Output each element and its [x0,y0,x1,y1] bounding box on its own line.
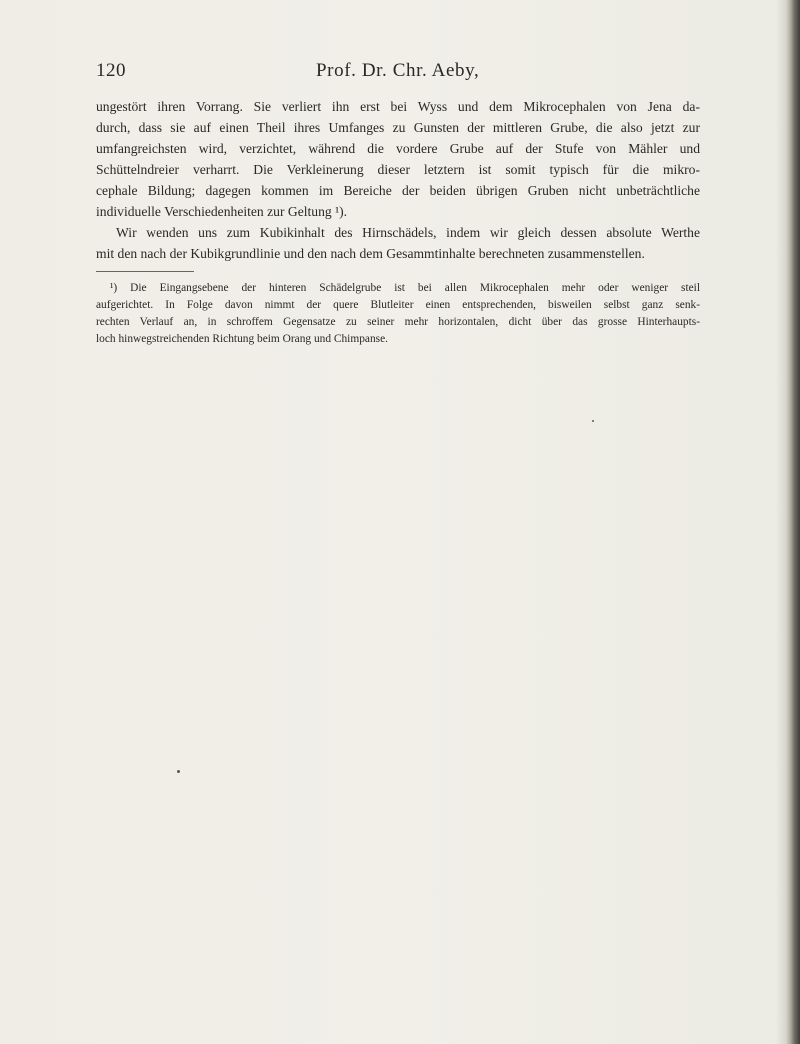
footnote-line: aufgerichtet. In Folge davon nimmt der quere Blutleiter einen entsprechenden, bisweilen selbst ganz senk- [96,299,700,311]
text-line: cephale Bildung; dagegen kommen im Bereiche der beiden übrigen Gruben nicht unbeträchtliche [96,183,700,198]
text-line: ungestört ihren Vorrang. Sie verliert ihn erst bei Wyss und dem Mikrocephalen von Jena da- [96,99,700,114]
text-line: mit den nach der Kubikgrundlinie und den nach dem Gesammtinhalte berechneten zusammenstellen. [96,246,645,261]
footnote [96,280,700,348]
text-line: Schüttelndreier verharrt. Die Verkleinerung dieser letztern ist somit typisch für die mikro- [96,162,700,177]
footnote-line: loch hinwegstreichenden Richtung beim Orang und Chimpanse. [96,333,388,345]
text-line: umfangreichsten wird, verzichtet, während die vordere Grube auf der Stufe von Mähler und [96,141,700,156]
binding-shadow [776,0,786,1044]
footnote-separator [96,271,194,272]
text-line: Wir wenden uns zum Kubikinhalt des Hirnschädels, indem wir gleich dessen absolute Werthe [116,225,700,240]
page-binding-edge [786,0,800,1044]
footnote-line: ¹) Die Eingangsebene der hinteren Schädelgrube ist bei allen Mikrocephalen mehr oder weniger steil [110,282,700,294]
paper-speck [177,770,180,773]
main-text [96,96,700,264]
page-number: 120 [96,60,126,81]
text-line: individuelle Verschiedenheiten zur Geltung ¹). [96,204,348,219]
running-head [96,60,700,88]
running-title: Prof. Dr. Chr. Aeby, [316,60,480,81]
footnote-line: rechten Verlauf an, in schroffem Gegensatze zu seiner mehr horizontalen, dicht über das grosse Hinterhaupts- [96,316,700,328]
paper-speck [592,420,594,422]
text-line: durch, dass sie auf einen Theil ihres Umfanges zu Gunsten der mittleren Grube, die also jetzt zur [96,120,700,135]
